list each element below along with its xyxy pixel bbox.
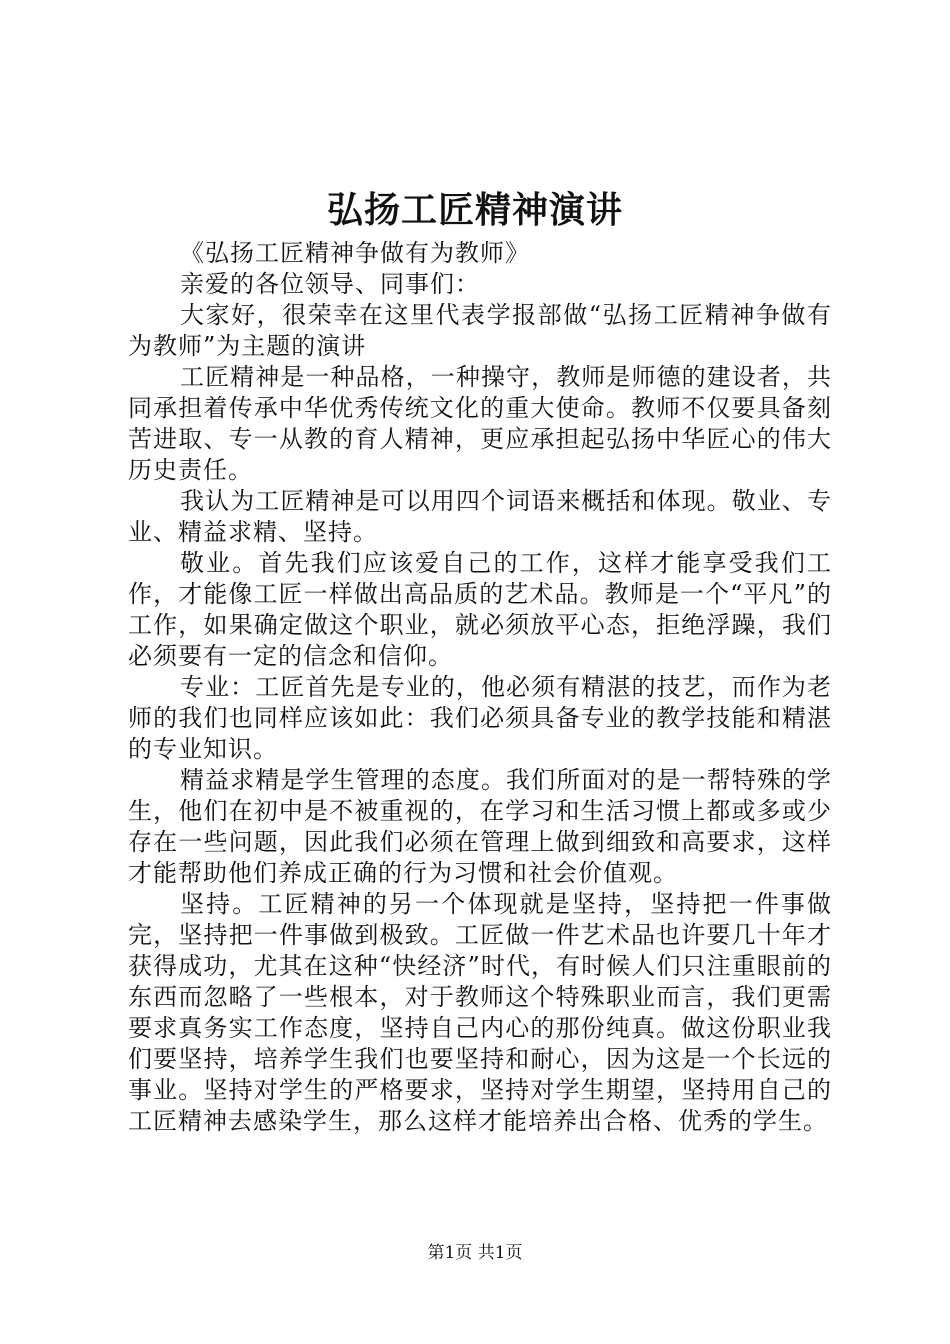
paragraph-four-words: 我认为工匠精神是可以用四个词语来概括和体现。敬业、专业、精益求精、坚持。 xyxy=(128,487,832,546)
document-title: 弘扬工匠精神演讲 xyxy=(326,189,623,231)
paragraph-craftsman-spirit: 工匠精神是一种品格，一种操守，教师是师德的建设者，共同承担着传承中华优秀传统文化的重大使命。教师不仅要具备刻苦进取、专一从教的育人精神，更应承担起弘扬中华匠心的伟大历史责任。 xyxy=(128,363,832,484)
paragraph-greeting: 大家好，很荣幸在这里代表学报部做“弘扬工匠精神争做有为教师”为主题的演讲 xyxy=(128,301,832,360)
paragraph-persistence: 坚持。工匠精神的另一个体现就是坚持，坚持把一件事做完，坚持把一件事做到极致。工匠做一件艺术品也许要几十年才获得成功，尤其在这种“快经济”时代，有时候人们只注重眼前的东西而忽略了一些根本，对于教师这个特殊职业而言，我们更需要求真务实工作态度，坚持自己内心的那份纯真。做这份职业我们要坚持，培养学生我们也要坚持和耐心，因为这是一个长远的事业。坚持对学生的严格要求，坚持对学生期望，坚持用自己的工匠精神去感染学生，那么这样才能培养出合格、优秀的学生。 xyxy=(128,890,832,1135)
salutation: 亲爱的各位领导、同事们： xyxy=(180,270,480,298)
page-number-footer: 第1页 共1页 xyxy=(427,1243,523,1263)
paragraph-excellence: 精益求精是学生管理的态度。我们所面对的是一帮特殊的学生，他们在初中是不被重视的，在学习和生活习惯上都或多或少存在一些问题，因此我们必须在管理上做到细致和高要求，这样才能帮助他们养成正确的行为习惯和社会价值观。 xyxy=(128,766,832,887)
document-body xyxy=(128,238,832,1137)
paragraph-dedication: 敬业。首先我们应该爱自己的工作，这样才能享受我们工作，才能像工匠一样做出高品质的艺术品。教师是一个“平凡”的工作，如果确定做这个职业，就必须放平心态，拒绝浮躁，我们必须要有一定的信念和信仰。 xyxy=(128,549,832,670)
speech-subtitle: 《弘扬工匠精神争做有为教师》 xyxy=(180,239,530,267)
paragraph-professional: 专业：工匠首先是专业的，他必须有精湛的技艺，而作为老师的我们也同样应该如此：我们必须具备专业的教学技能和精湛的专业知识。 xyxy=(128,673,832,763)
